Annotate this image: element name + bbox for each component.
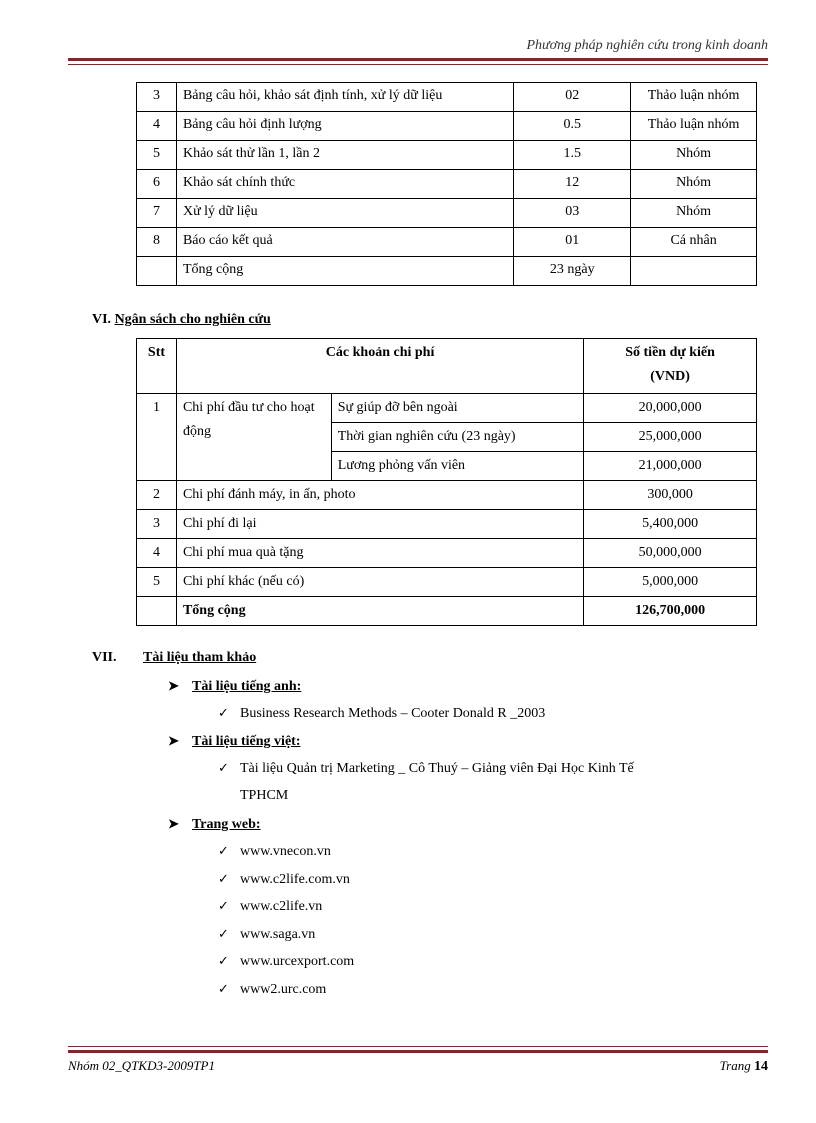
ref-group-title: Tài liệu tiếng việt: bbox=[192, 734, 301, 749]
list-item bbox=[218, 705, 545, 722]
running-header: Phương pháp nghiên cứu trong kinh doanh bbox=[526, 38, 768, 53]
header-amount bbox=[584, 339, 757, 394]
item-label: Chi phí khác (nếu có) bbox=[176, 568, 583, 597]
ref-group-title: Trang web: bbox=[192, 817, 261, 832]
header-stt: Stt bbox=[137, 339, 177, 394]
header-amount-line1: Số tiền dự kiến bbox=[625, 345, 715, 360]
days-cell: 02 bbox=[514, 83, 631, 112]
row-number bbox=[137, 257, 177, 286]
footer-rule bbox=[68, 1050, 768, 1053]
ref-group-english bbox=[168, 678, 301, 695]
check-icon: ✓ bbox=[218, 898, 229, 913]
table-row bbox=[137, 539, 757, 568]
row-number: 1 bbox=[137, 394, 177, 481]
table-row bbox=[137, 228, 757, 257]
row-number: 3 bbox=[137, 83, 177, 112]
list-item bbox=[218, 898, 322, 915]
group-label: Chi phí đầu tư cho hoạt động bbox=[176, 394, 331, 481]
days-cell: 0.5 bbox=[514, 112, 631, 141]
days-cell: 01 bbox=[514, 228, 631, 257]
references-title: Tài liệu tham khảo bbox=[143, 650, 257, 665]
check-icon: ✓ bbox=[218, 981, 229, 996]
row-number: 4 bbox=[137, 112, 177, 141]
table-total-row bbox=[137, 257, 757, 286]
days-cell: 1.5 bbox=[514, 141, 631, 170]
days-cell: 12 bbox=[514, 170, 631, 199]
header-items: Các khoản chi phí bbox=[176, 339, 583, 394]
task-cell: Xử lý dữ liệu bbox=[176, 199, 513, 228]
item-label: Chi phí đi lại bbox=[176, 510, 583, 539]
task-cell: Bảng câu hỏi, khảo sát định tính, xử lý dữ liệu bbox=[176, 83, 513, 112]
amount-cell: 5,000,000 bbox=[584, 568, 757, 597]
assignee-cell: Nhóm bbox=[631, 170, 757, 199]
footer-rule-thin bbox=[68, 1046, 768, 1047]
check-icon: ✓ bbox=[218, 843, 229, 858]
schedule-table bbox=[136, 82, 757, 286]
table-row bbox=[137, 141, 757, 170]
ref-item-continuation: TPHCM bbox=[240, 788, 289, 803]
assignee-cell: Nhóm bbox=[631, 199, 757, 228]
sub-item-label: Lương phỏng vấn viên bbox=[331, 452, 584, 481]
ref-item-text: Business Research Methods – Cooter Donald R _2003 bbox=[240, 706, 546, 721]
web-link[interactable]: www.saga.vn bbox=[240, 927, 316, 942]
total-label: Tổng cộng bbox=[176, 597, 583, 626]
page-number: 14 bbox=[754, 1059, 768, 1074]
budget-section-heading bbox=[92, 312, 271, 328]
web-link[interactable]: www.vnecon.vn bbox=[240, 844, 331, 859]
ref-group-vietnamese bbox=[168, 733, 301, 750]
sub-item-label: Thời gian nghiên cứu (23 ngày) bbox=[331, 423, 584, 452]
ref-group-title: Tài liệu tiếng anh: bbox=[192, 679, 302, 694]
web-link[interactable]: www.urcexport.com bbox=[240, 954, 355, 969]
page-label: Trang bbox=[719, 1058, 751, 1073]
assignee-cell bbox=[631, 257, 757, 286]
header-amount-line2: (VND) bbox=[650, 369, 690, 384]
row-number bbox=[137, 597, 177, 626]
assignee-cell: Nhóm bbox=[631, 141, 757, 170]
table-row bbox=[137, 394, 757, 423]
total-days: 23 ngày bbox=[514, 257, 631, 286]
section-number: VII. bbox=[92, 650, 117, 665]
table-row bbox=[137, 510, 757, 539]
row-number: 2 bbox=[137, 481, 177, 510]
list-item bbox=[218, 926, 315, 943]
total-label: Tổng cộng bbox=[176, 257, 513, 286]
table-row bbox=[137, 199, 757, 228]
row-number: 8 bbox=[137, 228, 177, 257]
amount-cell: 20,000,000 bbox=[584, 394, 757, 423]
item-label: Chi phí đánh máy, in ấn, photo bbox=[176, 481, 583, 510]
web-link[interactable]: www.c2life.vn bbox=[240, 899, 323, 914]
ref-group-web bbox=[168, 816, 261, 833]
footer-group-label: Nhóm 02_QTKD3-2009TP1 bbox=[68, 1058, 215, 1073]
amount-cell: 300,000 bbox=[584, 481, 757, 510]
amount-cell: 5,400,000 bbox=[584, 510, 757, 539]
arrow-bullet-icon: ➤ bbox=[168, 816, 179, 831]
table-header-row bbox=[137, 339, 757, 394]
ref-item-text: Tài liệu Quản trị Marketing _ Cô Thuý – Giảng viên Đại Học Kinh Tế bbox=[240, 761, 634, 776]
table-row bbox=[137, 112, 757, 141]
amount-cell: 25,000,000 bbox=[584, 423, 757, 452]
header-rule-thin bbox=[68, 64, 768, 65]
budget-table bbox=[136, 338, 757, 626]
references-heading bbox=[92, 650, 117, 666]
row-number: 6 bbox=[137, 170, 177, 199]
section-title: Ngân sách cho nghiên cứu bbox=[114, 312, 271, 327]
amount-cell: 21,000,000 bbox=[584, 452, 757, 481]
task-cell: Khảo sát chính thức bbox=[176, 170, 513, 199]
list-item bbox=[218, 871, 350, 888]
total-amount: 126,700,000 bbox=[584, 597, 757, 626]
web-link[interactable]: www2.urc.com bbox=[240, 982, 327, 997]
arrow-bullet-icon: ➤ bbox=[168, 678, 179, 693]
web-link[interactable]: www.c2life.com.vn bbox=[240, 872, 350, 887]
table-total-row bbox=[137, 597, 757, 626]
list-item bbox=[218, 760, 766, 777]
assignee-cell: Cá nhân bbox=[631, 228, 757, 257]
table-row bbox=[137, 170, 757, 199]
table-row bbox=[137, 568, 757, 597]
task-cell: Báo cáo kết quả bbox=[176, 228, 513, 257]
row-number: 4 bbox=[137, 539, 177, 568]
row-number: 7 bbox=[137, 199, 177, 228]
check-icon: ✓ bbox=[218, 953, 229, 968]
row-number: 5 bbox=[137, 568, 177, 597]
task-cell: Bảng câu hỏi định lượng bbox=[176, 112, 513, 141]
table-row bbox=[137, 83, 757, 112]
table-row bbox=[137, 481, 757, 510]
row-number: 3 bbox=[137, 510, 177, 539]
days-cell: 03 bbox=[514, 199, 631, 228]
check-icon: ✓ bbox=[218, 926, 229, 941]
list-item bbox=[218, 981, 326, 998]
check-icon: ✓ bbox=[218, 705, 229, 720]
assignee-cell: Thảo luận nhóm bbox=[631, 83, 757, 112]
check-icon: ✓ bbox=[218, 871, 229, 886]
footer-page bbox=[720, 1058, 768, 1075]
check-icon: ✓ bbox=[218, 760, 229, 775]
amount-cell: 50,000,000 bbox=[584, 539, 757, 568]
task-cell: Khảo sát thử lần 1, lần 2 bbox=[176, 141, 513, 170]
arrow-bullet-icon: ➤ bbox=[168, 733, 179, 748]
section-number: VI. bbox=[92, 312, 112, 327]
sub-item-label: Sự giúp đỡ bên ngoài bbox=[331, 394, 584, 423]
row-number: 5 bbox=[137, 141, 177, 170]
list-item bbox=[218, 953, 354, 970]
item-label: Chi phí mua quà tặng bbox=[176, 539, 583, 568]
assignee-cell: Thảo luận nhóm bbox=[631, 112, 757, 141]
list-item bbox=[218, 843, 331, 860]
header-rule bbox=[68, 58, 768, 61]
